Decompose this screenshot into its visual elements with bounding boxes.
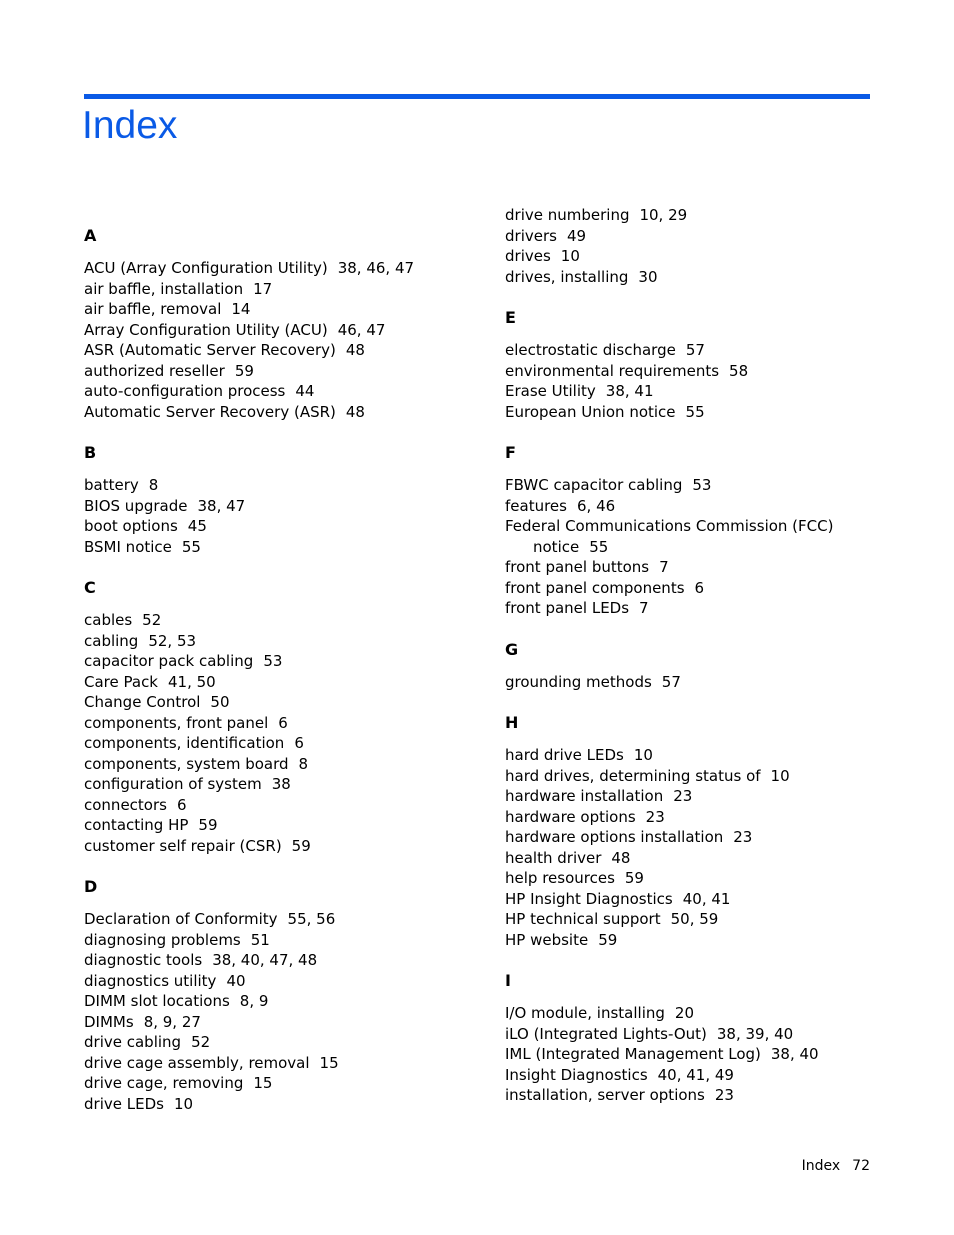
index-entry [84, 610, 474, 631]
index-entry [84, 774, 474, 795]
index-entry [84, 516, 474, 537]
index-entry [505, 1085, 895, 1106]
index-section [84, 578, 474, 856]
entry-term: diagnosing problems [84, 930, 241, 949]
entry-pages: 59 [598, 930, 618, 949]
entry-pages: 17 [253, 279, 273, 298]
section-letter: B [84, 443, 97, 462]
entry-term: cables [84, 611, 133, 629]
entry-pages: 45 [187, 517, 207, 535]
index-entry [505, 930, 895, 951]
index-section [84, 443, 474, 557]
entry-term: boot options [84, 517, 178, 535]
entry-term: Automatic Server Recovery (ASR) [84, 402, 336, 421]
entry-term: ASR (Automatic Server Recovery) [84, 341, 336, 359]
index-section [505, 971, 895, 1106]
entry-term: front panel components [505, 578, 685, 597]
index-entry [84, 381, 474, 402]
index-entry [505, 1003, 895, 1024]
entry-pages: 30 [638, 267, 658, 286]
index-entry [505, 672, 895, 693]
index-entry [84, 713, 474, 734]
index-entry [505, 205, 895, 226]
entry-pages: 6 [278, 713, 288, 732]
entry-term: hard drive LEDs [505, 746, 624, 764]
entry-term: front panel LEDs [505, 599, 630, 617]
entry-term: drivers [505, 226, 557, 245]
entry-pages: 46, 47 [337, 320, 386, 339]
index-entry [84, 971, 474, 992]
entry-term: auto-configuration process [84, 382, 286, 400]
entry-term: air baffle, installation [84, 279, 244, 298]
entry-term: HP Insight Diagnostics [505, 889, 673, 908]
index-entry [84, 299, 474, 320]
entry-term: contacting HP [84, 816, 189, 834]
index-entry [84, 258, 474, 279]
entry-term: cabling [84, 631, 139, 650]
entry-term: drive cabling [84, 1033, 182, 1051]
index-entry [505, 496, 895, 517]
index-entry [84, 475, 474, 496]
entry-term: Erase Utility [505, 382, 596, 400]
entry-pages: 8 [298, 754, 309, 773]
entry-term: hard drives, determining status of [505, 766, 761, 785]
entry-pages: 52 [191, 1033, 211, 1051]
entry-term: air baffle, removal [84, 300, 222, 318]
index-entry [84, 815, 474, 836]
entry-term: hardware options installation [505, 828, 724, 846]
index-section [505, 205, 895, 287]
title-rule [84, 94, 870, 99]
entry-term: FBWC capacitor cabling [505, 476, 683, 494]
entry-term: components, identification [84, 734, 285, 752]
entry-pages: 59 [234, 361, 254, 380]
entry-pages: 8, 9, 27 [143, 1012, 201, 1031]
entry-pages: 50 [210, 693, 230, 711]
index-entry [505, 766, 895, 787]
index-entry [84, 320, 474, 341]
entry-term: hardware installation [505, 787, 664, 805]
entry-pages: 6 [176, 795, 187, 814]
entry-term: I/O module, installing [505, 1004, 665, 1022]
entry-pages: 8 [148, 476, 159, 494]
entry-term: capacitor pack cabling [84, 652, 254, 670]
index-entry [505, 402, 895, 423]
entry-term: health driver [505, 848, 602, 867]
entry-term: drive cage assembly, removal [84, 1053, 310, 1072]
index-entry [84, 930, 474, 951]
entry-term: connectors [84, 795, 167, 814]
index-entry [84, 672, 474, 693]
entry-pages: 52, 53 [148, 631, 197, 650]
index-entry [505, 786, 895, 807]
entry-term: customer self repair (CSR) [84, 836, 282, 855]
entry-pages: 55, 56 [287, 910, 336, 928]
entry-pages: 6 [294, 734, 304, 752]
index-entry [84, 1032, 474, 1053]
entry-pages: 14 [231, 300, 251, 318]
section-letter: A [84, 226, 97, 245]
entry-term: grounding methods [505, 672, 652, 691]
index-entry [505, 516, 895, 537]
section-letter: C [84, 578, 96, 597]
entry-pages: 59 [624, 869, 644, 887]
index-entry [84, 950, 474, 971]
entry-term: Insight Diagnostics [505, 1065, 648, 1084]
index-section [505, 713, 895, 950]
entry-term: electrostatic discharge [505, 341, 676, 359]
entry-term: drive numbering [505, 206, 630, 224]
entry-pages: 38 [271, 775, 291, 793]
entry-pages: 7 [639, 599, 649, 617]
entry-term: components, front panel [84, 713, 269, 732]
entry-term: Federal Communications Commission (FCC) [505, 517, 834, 535]
entry-term: environmental requirements [505, 361, 720, 380]
entry-term: Care Pack [84, 672, 158, 691]
entry-term: Change Control [84, 693, 201, 711]
entry-pages: 23 [673, 787, 693, 805]
index-entry [505, 537, 895, 558]
entry-term: drives, installing [505, 267, 629, 286]
index-section [505, 443, 895, 619]
index-entry [84, 537, 474, 558]
entry-pages: 15 [319, 1053, 339, 1072]
entry-pages: 53 [263, 652, 283, 670]
entry-pages: 52 [142, 611, 162, 629]
entry-pages: 44 [295, 382, 315, 400]
entry-term: DIMMs [84, 1012, 134, 1031]
entry-term: diagnostics utility [84, 971, 217, 990]
entry-pages: 10 [173, 1094, 194, 1113]
entry-term: BIOS upgrade [84, 496, 188, 515]
entry-pages: 55 [181, 537, 201, 556]
entry-term: HP website [505, 930, 589, 949]
index-entry [505, 807, 895, 828]
entry-term: front panel buttons [505, 558, 650, 576]
entry-term: drive LEDs [84, 1094, 164, 1113]
index-entry [505, 848, 895, 869]
entry-pages: 23 [645, 807, 665, 826]
entry-pages: 55 [685, 402, 705, 421]
section-letter: D [84, 877, 98, 896]
entry-term: diagnostic tools [84, 951, 203, 969]
entry-pages: 8, 9 [239, 992, 269, 1010]
index-entry [84, 733, 474, 754]
entry-term: Declaration of Conformity [84, 910, 278, 928]
entry-pages: 38, 40, 47, 48 [212, 951, 318, 969]
index-section [505, 308, 895, 422]
index-entry [505, 1044, 895, 1065]
footer-label: Index [801, 1158, 841, 1174]
entry-pages: 48 [345, 402, 365, 421]
entry-term: European Union notice [505, 402, 676, 421]
entry-pages: 49 [566, 226, 587, 245]
entry-pages: 20 [674, 1004, 694, 1022]
entry-pages: 57 [661, 672, 681, 691]
entry-pages: 38, 46, 47 [337, 259, 415, 277]
entry-term: ACU (Array Configuration Utility) [84, 259, 328, 277]
index-entry [505, 381, 895, 402]
entry-pages: 7 [659, 558, 669, 576]
entry-pages: 10 [560, 247, 580, 265]
index-entry [84, 496, 474, 517]
entry-pages: 58 [729, 361, 749, 380]
entry-pages: 41, 50 [168, 672, 216, 691]
entry-term: features [505, 496, 567, 515]
entry-term: drive cage, removing [84, 1074, 244, 1092]
entry-term: Array Configuration Utility (ACU) [84, 320, 328, 339]
entry-pages: 38, 40 [770, 1045, 819, 1063]
index-section [84, 877, 474, 1114]
entry-pages: 15 [253, 1074, 273, 1092]
entry-term: authorized reseller [84, 361, 225, 380]
entry-term: installation, server options [505, 1086, 705, 1104]
index-section [505, 640, 895, 693]
index-entry [505, 909, 895, 930]
entry-term: hardware options [505, 807, 636, 826]
index-entry [84, 651, 474, 672]
entry-pages: 10 [633, 746, 653, 764]
entry-pages: 48 [345, 341, 365, 359]
index-entry [505, 267, 895, 288]
index-entry [84, 754, 474, 775]
index-entry [505, 598, 895, 619]
entry-term: iLO (Integrated Lights-Out) [505, 1024, 707, 1043]
index-column-left [84, 226, 474, 1135]
index-entry [505, 361, 895, 382]
entry-pages: 40, 41, 49 [657, 1065, 734, 1084]
index-entry [505, 889, 895, 910]
entry-term: help resources [505, 869, 615, 887]
entry-pages: 23 [733, 828, 753, 846]
entry-pages: 59 [291, 836, 311, 855]
index-entry [84, 1012, 474, 1033]
index-entry [84, 836, 474, 857]
index-entry [505, 827, 895, 848]
index-entry [505, 226, 895, 247]
entry-pages: 53 [692, 476, 712, 494]
index-entry [505, 246, 895, 267]
page-number: 72 [852, 1158, 870, 1174]
index-entry [84, 361, 474, 382]
section-letter: H [505, 713, 519, 732]
entry-pages: 57 [685, 341, 705, 359]
entry-pages: 55 [589, 537, 609, 556]
entry-pages: 38, 47 [197, 496, 246, 515]
entry-term: components, system board [84, 754, 289, 773]
entry-pages: 10, 29 [639, 206, 688, 224]
index-entry [84, 1094, 474, 1115]
index-entry [84, 402, 474, 423]
entry-term: IML (Integrated Management Log) [505, 1045, 761, 1063]
index-column-right [505, 205, 895, 1127]
section-letter: I [505, 971, 511, 990]
index-entry [505, 1065, 895, 1086]
index-entry [505, 745, 895, 766]
section-letter: E [505, 308, 516, 327]
entry-term: DIMM slot locations [84, 992, 230, 1010]
index-entry [84, 692, 474, 713]
entry-pages: 50, 59 [670, 910, 719, 928]
index-entry [505, 340, 895, 361]
entry-term: drives [505, 247, 551, 265]
entry-pages: 48 [611, 848, 631, 867]
entry-pages: 23 [714, 1086, 734, 1104]
entry-pages: 40, 41 [682, 889, 731, 908]
entry-pages: 6, 46 [576, 496, 616, 515]
index-entry [84, 1073, 474, 1094]
page-footer [802, 1158, 870, 1174]
section-letter: F [505, 443, 516, 462]
section-letter: G [505, 639, 519, 659]
index-section [84, 226, 474, 422]
index-entry [84, 991, 474, 1012]
index-entry [505, 1024, 895, 1045]
entry-term: HP technical support [505, 910, 661, 928]
index-entry [84, 909, 474, 930]
entry-pages: 59 [198, 816, 218, 834]
index-entry [84, 1053, 474, 1074]
entry-pages: 38, 41 [605, 382, 654, 400]
entry-term: battery [84, 476, 139, 494]
index-entry [84, 340, 474, 361]
index-entry [505, 578, 895, 599]
index-entry [84, 795, 474, 816]
entry-term: BSMI notice [84, 537, 172, 556]
entry-term: notice [533, 537, 580, 556]
entry-pages: 51 [250, 930, 270, 949]
page-title: Index [82, 104, 178, 147]
entry-pages: 40 [226, 971, 246, 990]
index-entry [84, 279, 474, 300]
entry-pages: 38, 39, 40 [716, 1024, 794, 1043]
entry-term: configuration of system [84, 775, 262, 793]
entry-pages: 6 [694, 578, 705, 597]
index-entry [84, 631, 474, 652]
index-entry [505, 557, 895, 578]
entry-pages: 10 [770, 766, 790, 785]
index-entry [505, 868, 895, 889]
index-entry [505, 475, 895, 496]
